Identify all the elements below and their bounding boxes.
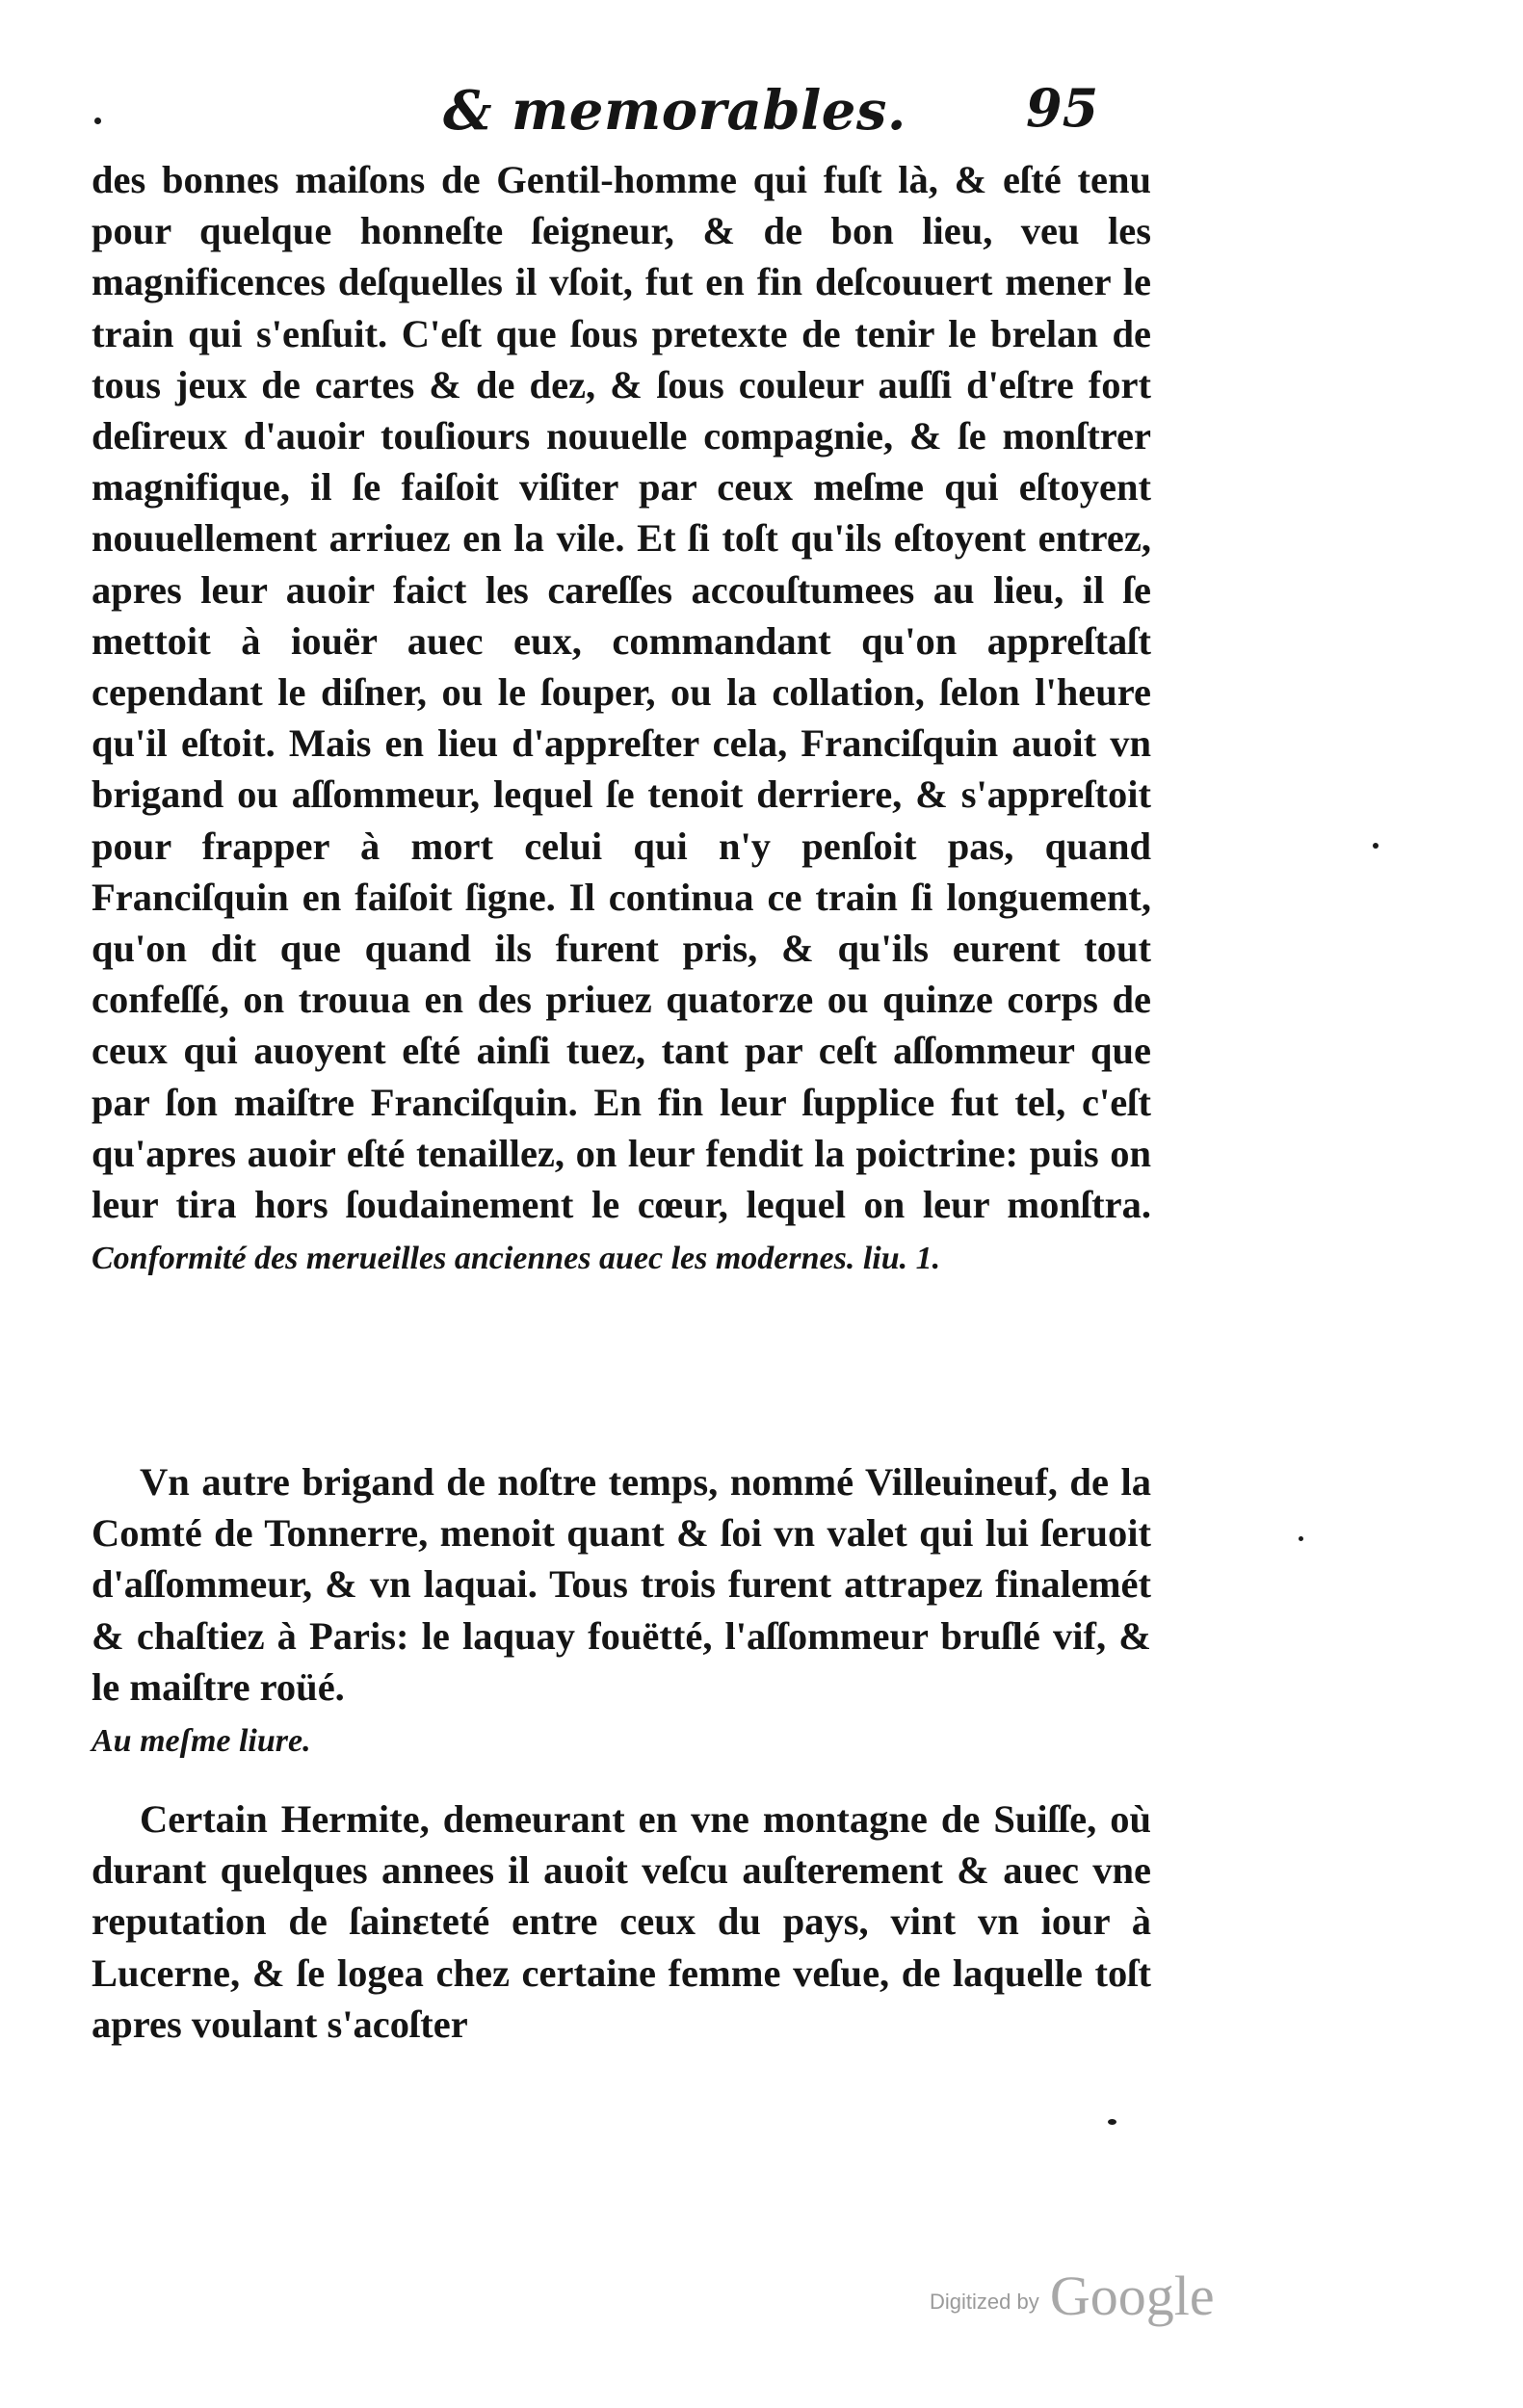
digitized-watermark [930, 2264, 1215, 2328]
ink-speck [94, 118, 101, 124]
google-logo: Google [1049, 2264, 1215, 2327]
margin-speck [1373, 843, 1379, 849]
running-title: & memorables. [443, 79, 906, 143]
margin-speck [1108, 2119, 1116, 2125]
watermark-prefix: Digitized by [930, 2290, 1039, 2314]
margin-speck [1299, 1536, 1303, 1541]
paragraph-2-reference: Au meſme liure. [92, 1723, 311, 1760]
paragraph-1-reference: Conformité des merueilles anciennes auec les modernes. liu. 1. [92, 1241, 941, 1277]
paragraph-2 [92, 1456, 1151, 1767]
paragraph-1-text: des bonnes maiſons de Gentil-homme qui fuſt là, & eſté tenu pour quelque honneſte ſeigneur, & de bon lieu, veu les magnificences deſquelles il vſoit, fut en fin deſcouuert mener le train qui s'enſuit. C'eſt que ſous pretexte de tenir le brelan de tous jeux de cartes & de dez, & ſous couleur auſſi d'eſtre fort deſireux d'auoir touſiours nouuelle compagnie, & ſe monſtrer magnifique, il ſe faiſoit viſiter par ceux meſme qui eſtoyent nouuellement arriuez en la vile. Et ſi toſt qu'ils eſtoyent entrez, apres leur auoir faict les careſſes accouſtumees au lieu, il ſe mettoit à iouër auec eux, commandant qu'on appreſtaſt cependant le diſner, ou le ſouper, ou la collation, ſelon l'heure qu'il eſtoit. Mais en lieu d'appreſter cela, Franciſquin auoit vn brigand ou aſſommeur, lequel ſe tenoit derriere, & s'appreſtoit pour frapper à mort celui qui n'y penſoit pas, quand Franciſquin en faiſoit ſigne. Il continua ce train ſi longuement, qu'on dit que quand ils furent pris, & qu'ils eurent tout confeſſé, on trouua en des priuez quatorze ou quinze corps de ceux qui auoyent eſté ainſi tuez, tant par ceſt aſſommeur que par ſon maiſtre Franciſquin. En fin leur ſupplice fut tel, c'eſt qu'apres auoir eſté tenaillez, on leur fendit la poictrine: puis on leur tira hors ſoudainement le cœur, lequel on leur monſtra. [92, 158, 1151, 1227]
paragraph-3-text: Certain Hermite, demeurant en vne montagne de Suiſſe, où durant quelques annees il auoit veſcu auſterement & auec vne reputation de ſainɛteté entre ceux du pays, vint vn iour à Lucerne, & ſe logea chez certaine femme veſue, de laquelle toſt apres voulant s'acoſter [92, 1797, 1151, 2046]
paragraph-2-text: Vn autre brigand de noſtre temps, nommé Villeuineuf, de la Comté de Tonnerre, menoit quant & ſoi vn valet qui lui ſeruoit d'aſſommeur, & vn laquai. Tous trois furent attrapez finalemét & chaſtiez à Paris: le laquay fouëtté, l'aſſommeur bruſlé vif, & le maiſtre roüé. [92, 1460, 1151, 1709]
paragraph-1 [92, 154, 1151, 1284]
page-header [87, 79, 1137, 156]
paragraph-3 [92, 1793, 1151, 2050]
page-number: 95 [1026, 77, 1099, 139]
